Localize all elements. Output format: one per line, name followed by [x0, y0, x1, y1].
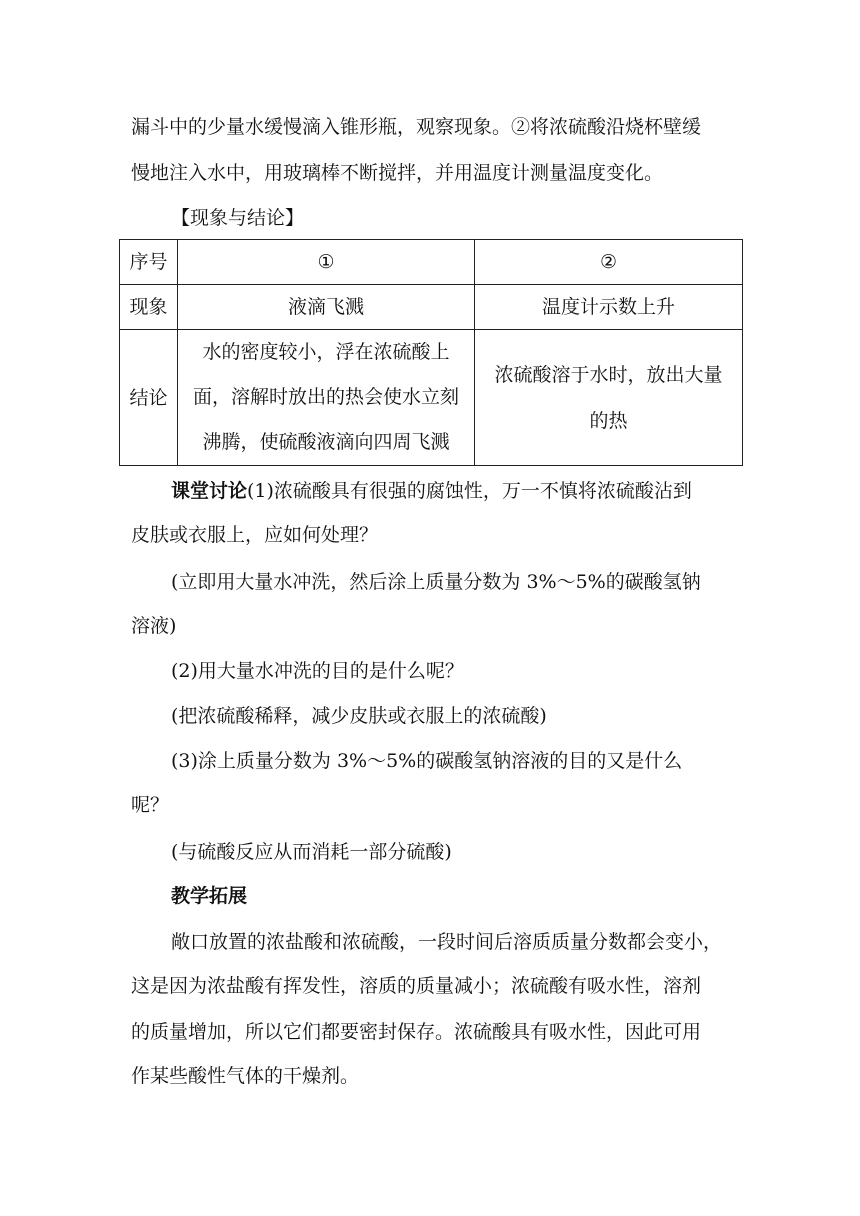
discussion-q1-text: (1)浓硫酸具有很强的腐蚀性，万一不慎将浓硫酸沾到 [247, 480, 692, 502]
conclusion-col2-line: 的热 [589, 409, 628, 432]
discussion-a2: (把浓硫酸稀释，减少皮肤或衣服上的浓硫酸) [171, 705, 547, 727]
header-col2-cell: ② [475, 240, 743, 285]
conclusion-label-cell: 结论 [120, 330, 178, 466]
header-col1-cell: ① [178, 240, 475, 285]
discussion-q3-line-2: 呢？ [131, 794, 170, 816]
conclusion-col1-cell [178, 330, 475, 466]
discussion-q1-line-1 [171, 477, 741, 505]
extension-line-1: 敞口放置的浓盐酸和浓硫酸，一段时间后溶质质量分数都会变小， [171, 931, 723, 953]
extension-heading: 教学拓展 [171, 885, 248, 907]
discussion-q2: (2)用大量水冲洗的目的是什么呢？ [171, 660, 464, 682]
conclusion-col1-line: 面，溶解时放出的热会使水立刻 [192, 386, 459, 408]
conclusion-col2-cell [475, 330, 743, 466]
table-row [120, 330, 743, 466]
discussion-q1-line-2: 皮肤或衣服上，应如何处理？ [131, 524, 379, 546]
conclusion-col2-line: 浓硫酸溶于水时，放出大量 [494, 363, 723, 386]
phenomenon-col1-cell: 液滴飞溅 [178, 285, 475, 330]
phenomenon-col2-cell: 温度计示数上升 [475, 285, 743, 330]
discussion-q3-line-1: (3)涂上质量分数为 3%～5%的碳酸氢钠溶液的目的又是什么 [171, 750, 683, 772]
section-heading: 【现象与结论】 [171, 207, 305, 229]
discussion-label: 课堂讨论 [171, 480, 248, 502]
extension-line-2: 这是因为浓盐酸有挥发性，溶质的质量减小；浓硫酸有吸水性，溶剂 [131, 975, 702, 997]
header-label-cell: 序号 [120, 240, 178, 285]
intro-line-2: 慢地注入水中，用玻璃棒不断搅拌，并用温度计测量温度变化。 [131, 162, 664, 184]
extension-line-4: 作某些酸性气体的干燥剂。 [131, 1065, 360, 1087]
table-row [120, 240, 743, 285]
conclusion-col1-line: 水的密度较小，浮在浓硫酸上 [202, 341, 450, 363]
discussion-a1-line-1: (立即用大量水冲洗，然后涂上质量分数为 3%～5%的碳酸氢钠 [171, 571, 701, 593]
intro-line-1: 漏斗中的少量水缓慢滴入锥形瓶，观察现象。②将浓硫酸沿烧杯壁缓 [131, 116, 702, 138]
extension-line-3: 的质量增加，所以它们都要密封保存。浓硫酸具有吸水性，因此可用 [131, 1021, 702, 1043]
conclusion-col1-line: 沸腾，使硫酸液滴向四周飞溅 [202, 431, 450, 453]
discussion-a3: (与硫酸反应从而消耗一部分硫酸) [171, 841, 452, 863]
discussion-a1-line-2: 溶液) [131, 615, 177, 637]
phenomena-table [119, 239, 743, 466]
table-row [120, 285, 743, 330]
phenomenon-label-cell: 现象 [120, 285, 178, 330]
